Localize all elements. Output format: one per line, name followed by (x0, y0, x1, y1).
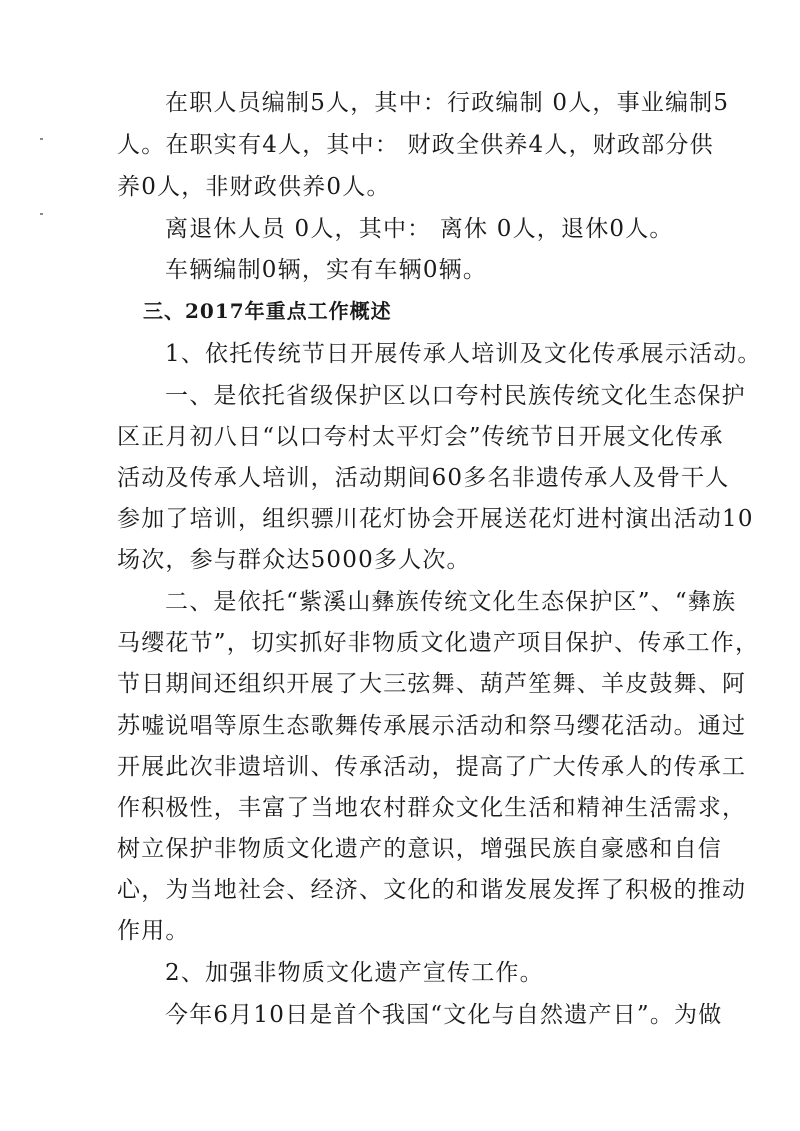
staff-actual-line: 人。在职实有4人，其中： 财政全供养4人，财政部分供 (117, 132, 714, 158)
paragraph-1-line-3: 活动及传承人培训，活动期间60多名非遗传承人及骨干人 (117, 465, 730, 491)
vehicle-line: 车辆编制0辆，实有车辆0辆。 (165, 257, 488, 283)
subheading-2: 2、加强非物质文化遗产宣传工作。 (165, 960, 544, 986)
paragraph-2-line-8: 心，为当地社会、经济、文化的和谐发展发挥了积极的推动 (117, 877, 747, 903)
paragraph-1-line-4: 参加了培训，组织骠川花灯协会开展送花灯进村演出活动10 (117, 506, 754, 532)
paragraph-3-line-1: 今年6月10日是首个我国“文化与自然遗产日”。为做 (165, 1002, 723, 1028)
paragraph-2-line-3: 节日期间还组织开展了大三弦舞、葫芦笙舞、羊皮鼓舞、阿 (117, 671, 747, 697)
paragraph-1-line-2: 区正月初八日“以口夸村太平灯会”传统节日开展文化传承 (117, 424, 724, 450)
section-heading: 三、2017年重点工作概述 (143, 299, 392, 323)
staff-funding-line: 养0人，非财政供养0人。 (117, 174, 391, 200)
paragraph-2-line-2: 马缨花节”，切实抓好非物质文化遗产项目保护、传承工作， (117, 630, 760, 656)
paragraph-2-line-5: 开展此次非遗培训、传承活动，提高了广大传承人的传承工 (117, 754, 747, 780)
paragraph-1-line-5: 场次，参与群众达5000多人次。 (117, 547, 471, 573)
paragraph-2-line-4: 苏嘘说唱等原生态歌舞传承展示活动和祭马缨花活动。通过 (117, 713, 747, 739)
subheading-1: 1、依托传统节日开展传承人培训及文化传承展示活动。 (165, 341, 762, 367)
paragraph-2-line-9: 作用。 (117, 918, 190, 944)
retired-staff-line: 离退休人员 0人，其中： 离休 0人，退休0人。 (165, 216, 674, 242)
paragraph-1-line-1: 一、是依托省级保护区以口夸村民族传统文化生态保护 (165, 383, 746, 409)
paragraph-2-line-1: 二、是依托“紫溪山彝族传统文化生态保护区”、“彝族 (165, 589, 737, 615)
paragraph-2-line-6: 作积极性，丰富了当地农村群众文化生活和精神生活需求， (117, 795, 747, 821)
paragraph-2-line-7: 树立保护非物质文化遗产的意识，增强民族自豪感和自信 (117, 836, 722, 862)
staff-quota-line: 在职人员编制5人，其中：行政编制 0人，事业编制5 (165, 90, 730, 116)
